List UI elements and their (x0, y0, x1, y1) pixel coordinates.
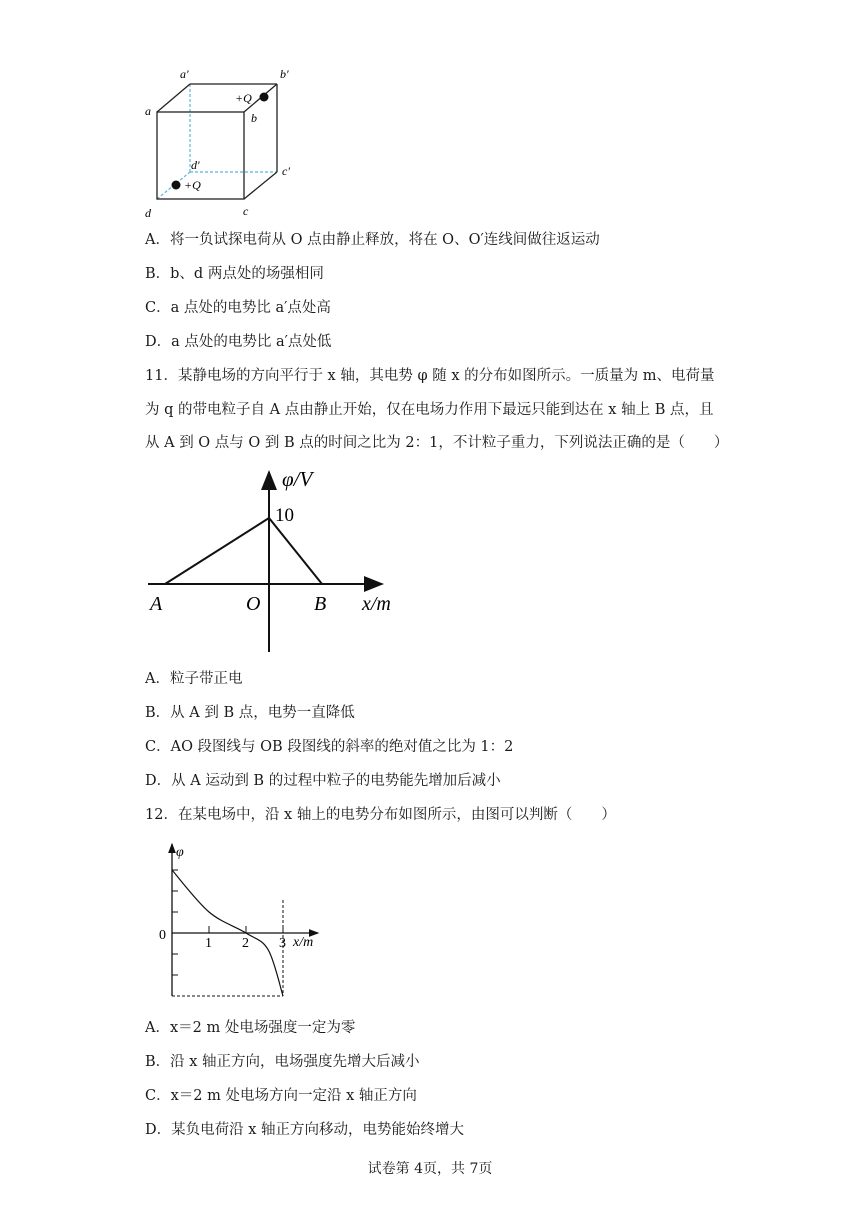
y-axis-label: φ (176, 845, 184, 860)
q10-option-b: B．b、d 两点处的场强相同 (145, 266, 324, 282)
q11-potential-chart (140, 462, 410, 657)
q12-stem: 12．在某电场中，沿 x 轴上的电势分布如图所示，由图可以判断（ ） (145, 807, 616, 823)
potential-curve (165, 518, 322, 584)
charge-label-bottom: +Q (184, 178, 201, 192)
q10-option-a: A．将一负试探电荷从 O 点由静止释放，将在 O、O′连线间做往返运动 (145, 232, 600, 248)
cube-figure (135, 62, 305, 222)
x-tick-label-b: B (314, 593, 327, 615)
q11-stem-line-3: 从 A 到 O 点与 O 到 B 点的时间之比为 2：1，不计粒子重力，下列说法正确的是（ ） (145, 435, 729, 451)
q12-option-c: C．x＝2 m 处电场方向一定沿 x 轴正方向 (145, 1088, 417, 1104)
q11-stem-line-1: 11．某静电场的方向平行于 x 轴，其电势 φ 随 x 的分布如图所示。一质量为 m、电荷量 (145, 368, 715, 384)
origin-label: 0 (159, 928, 166, 943)
vertex-label-b-prime: b′ (280, 67, 289, 81)
vertex-label-a: a (145, 104, 151, 118)
q12-option-a: A．x＝2 m 处电场强度一定为零 (145, 1020, 356, 1036)
q11-option-c: C．AO 段图线与 OB 段图线的斜率的绝对值之比为 1：2 (145, 739, 514, 755)
vertex-label-a-prime: a′ (180, 67, 189, 81)
q10-option-c: C．a 点处的电势比 a′点处高 (145, 300, 331, 316)
vertex-label-d-prime: d′ (191, 158, 200, 172)
cube-edge (244, 172, 277, 199)
x-axis-label: x/m (293, 935, 314, 950)
vertex-label-b: b (251, 111, 257, 125)
charge-dot (260, 93, 269, 102)
page-footer: 试卷第 4页，共 7页 (367, 1161, 493, 1177)
q11-option-b: B．从 A 到 B 点，电势一直降低 (145, 705, 355, 721)
vertex-label-c-prime: c′ (282, 164, 290, 178)
q11-option-a: A．粒子带正电 (145, 671, 243, 687)
x-tick-label-a: A (150, 593, 163, 615)
vertex-label-d: d (145, 206, 151, 220)
q11-stem-line-2: 为 q 的带电粒子自 A 点由静止开始，仅在电场力作用下最远只能到达在 x 轴上 B 点，且 (145, 402, 714, 418)
x-tick-label-2: 2 (242, 936, 249, 951)
q11-option-d: D．从 A 运动到 B 的过程中粒子的电势能先增加后减小 (145, 773, 501, 789)
q10-option-d: D．a 点处的电势比 a′点处低 (145, 334, 332, 350)
q12-option-d: D．某负电荷沿 x 轴正方向移动，电势能始终增大 (145, 1122, 465, 1138)
charge-label-top: +Q (235, 91, 252, 105)
q12-option-b: B．沿 x 轴正方向，电场强度先增大后减小 (145, 1054, 420, 1070)
x-tick-label-o: O (246, 593, 261, 615)
peak-label: 10 (275, 505, 294, 526)
x-tick-label-3: 3 (279, 936, 286, 951)
cube-edge (157, 84, 190, 112)
x-tick-label-1: 1 (205, 936, 212, 951)
vertex-label-c: c (243, 204, 249, 218)
charge-dot (172, 181, 181, 190)
q12-potential-chart (150, 838, 330, 1003)
x-axis-label: x/m (362, 593, 391, 615)
y-axis-label: φ/V (282, 467, 313, 491)
